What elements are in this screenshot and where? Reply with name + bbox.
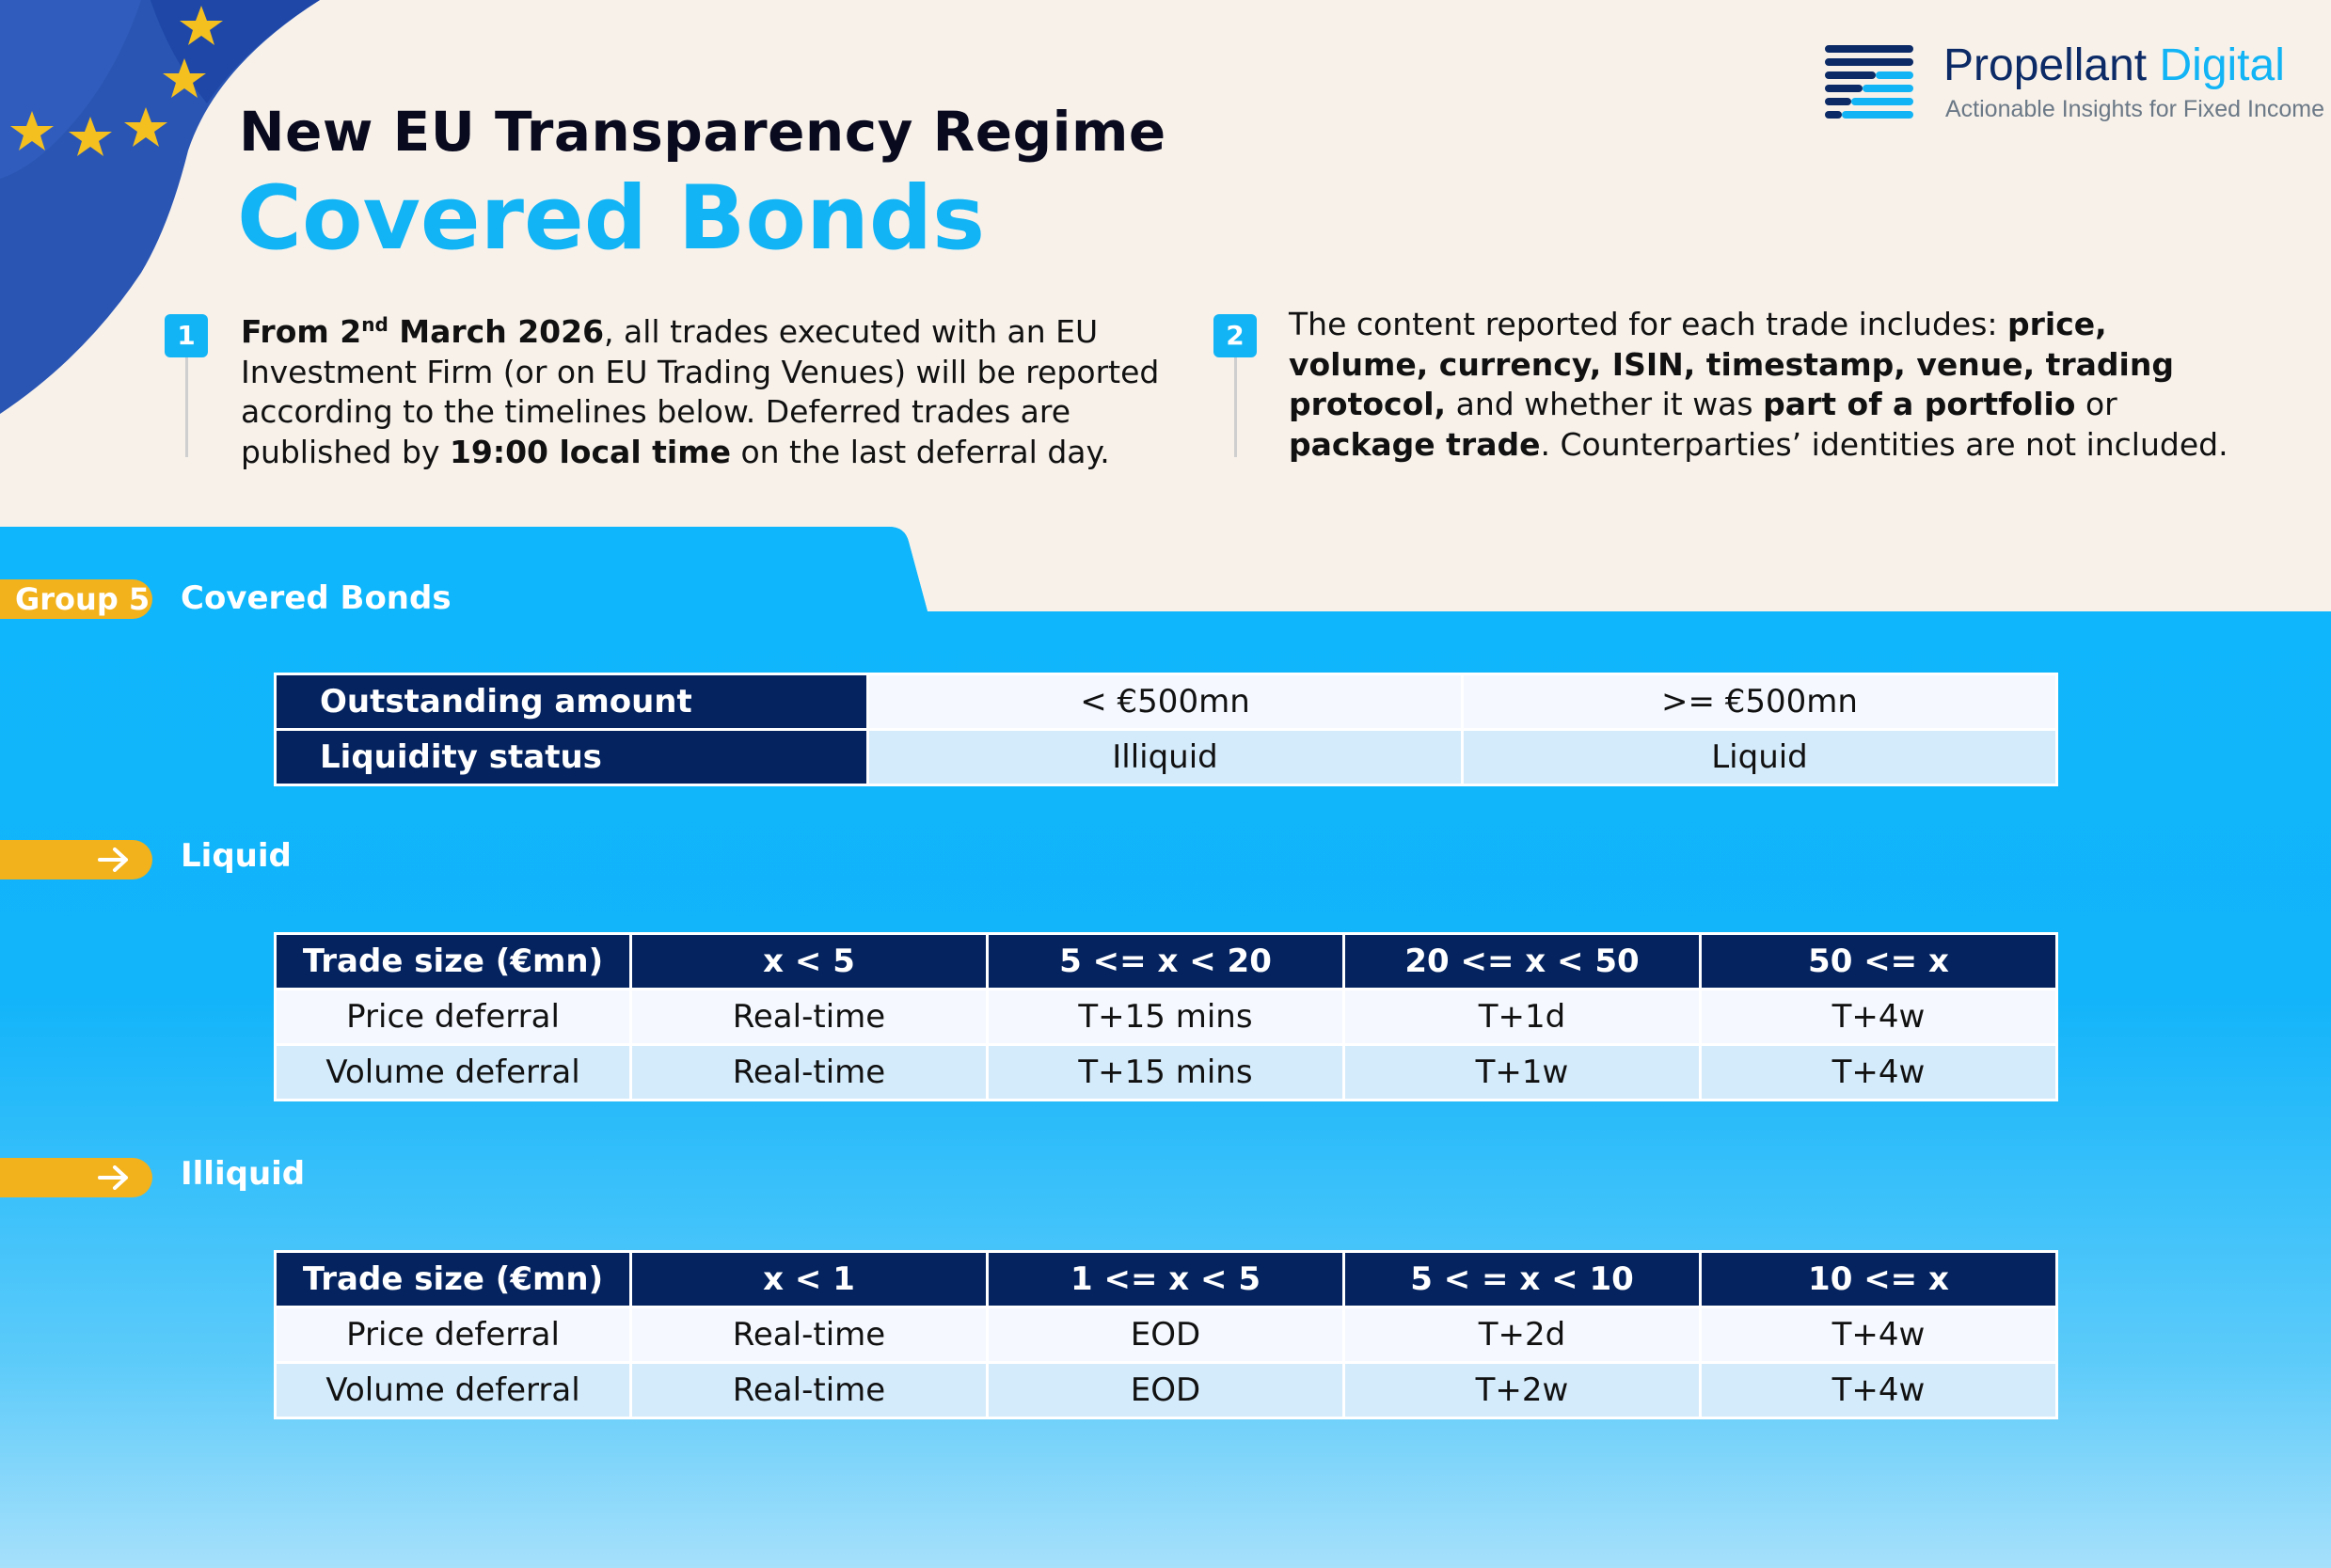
table-cell: T+1w	[1344, 1045, 1701, 1101]
info-text-segment: or	[2075, 386, 2117, 422]
table-cell: >= €500mn	[1463, 674, 2057, 730]
column-header: 10 <= x	[1701, 1252, 2057, 1307]
table-row	[276, 990, 2057, 1045]
table-cell: EOD	[988, 1307, 1344, 1363]
info-text-segment: 19:00 local time	[449, 433, 731, 470]
page-title: New EU Transparency Regime	[239, 100, 1166, 164]
table-cell: T+4w	[1701, 1363, 2057, 1418]
page-subtitle: Covered Bonds	[237, 167, 986, 270]
table-row	[276, 1307, 2057, 1363]
info-text-segment: From 2	[241, 313, 362, 350]
column-header: 50 <= x	[1701, 934, 2057, 990]
info-text-segment: price, volume, currency, ISIN, timestamp, venue, trading protocol,	[1289, 306, 2174, 422]
table-cell: Illiquid	[868, 730, 1463, 785]
info-text-segment: March 2026	[388, 313, 605, 350]
section-label-liquid: Liquid	[181, 837, 292, 875]
info-paragraph-2	[1289, 305, 2229, 465]
table-cell: T+2w	[1344, 1363, 1701, 1418]
table-cell: Real-time	[631, 990, 988, 1045]
section-arrow-pill-liquid	[0, 840, 152, 879]
row-label: Volume deferral	[276, 1363, 631, 1418]
arrow-right-icon	[98, 1165, 130, 1190]
column-header: x < 1	[631, 1252, 988, 1307]
group-badge-text: Group 5	[15, 581, 151, 617]
table-row	[276, 730, 2057, 785]
info-divider-1	[185, 357, 188, 457]
column-header: 20 <= x < 50	[1344, 934, 1701, 990]
column-header: 5 < = x < 10	[1344, 1252, 1701, 1307]
table-cell: T+4w	[1701, 1045, 2057, 1101]
info-text-segment: part of a portfolio	[1763, 386, 2076, 422]
brand-name-part1: Propellant	[1943, 40, 2160, 90]
info-text-segment: and whether it was	[1446, 386, 1764, 422]
row-label: Price deferral	[276, 1307, 631, 1363]
info-divider-2	[1234, 357, 1237, 457]
row-header: Outstanding amount	[276, 674, 868, 730]
group-label: Covered Bonds	[181, 579, 452, 617]
liquidity-table	[274, 673, 2058, 786]
row-label: Volume deferral	[276, 1045, 631, 1101]
brand-tagline: Actionable Insights for Fixed Income	[1945, 96, 2324, 122]
brand-name-part2: Digital	[2159, 40, 2285, 90]
column-header: Trade size (€mn)	[276, 1252, 631, 1307]
table-cell: T+15 mins	[988, 1045, 1344, 1101]
info-text-segment: nd	[361, 313, 388, 336]
table-row	[276, 674, 2057, 730]
table-cell: Liquid	[1463, 730, 2057, 785]
table-cell: T+4w	[1701, 1307, 2057, 1363]
table-row	[276, 1045, 2057, 1101]
column-header: x < 5	[631, 934, 988, 990]
info-number-badge-2: 2	[1213, 314, 1257, 357]
section-label-illiquid: Illiquid	[181, 1155, 306, 1193]
table-header-row	[276, 1252, 2057, 1307]
illiquid-deferral-table	[274, 1250, 2058, 1419]
row-label: Price deferral	[276, 990, 631, 1045]
info-text-segment: . Counterparties’ identities are not included.	[1540, 425, 2228, 463]
table-cell: T+1d	[1344, 990, 1701, 1045]
liquid-deferral-table	[274, 932, 2058, 1101]
info-text-segment: package trade	[1289, 425, 1541, 463]
column-header: 1 <= x < 5	[988, 1252, 1344, 1307]
info-text-segment: The content reported for each trade includes:	[1289, 306, 2007, 342]
section-arrow-pill-illiquid	[0, 1158, 152, 1197]
table-cell: T+4w	[1701, 990, 2057, 1045]
info-number-badge-1: 1	[165, 314, 208, 357]
group-badge	[0, 579, 152, 619]
column-header: Trade size (€mn)	[276, 934, 631, 990]
table-cell: EOD	[988, 1363, 1344, 1418]
info-text-segment: , all trades executed with an EU Investment Firm (or on EU Trading Venues) will be reported according to the timelines below. Deferred trades are published by	[241, 313, 1160, 470]
table-cell: Real-time	[631, 1363, 988, 1418]
table-cell: Real-time	[631, 1307, 988, 1363]
table-row	[276, 1363, 2057, 1418]
row-header: Liquidity status	[276, 730, 868, 785]
table-header-row	[276, 934, 2057, 990]
stacked-lines-logo-icon	[1825, 43, 1914, 124]
info-paragraph-1	[241, 305, 1181, 472]
table-cell: T+2d	[1344, 1307, 1701, 1363]
table-cell: < €500mn	[868, 674, 1463, 730]
table-cell: T+15 mins	[988, 990, 1344, 1045]
arrow-right-icon	[98, 847, 130, 872]
column-header: 5 <= x < 20	[988, 934, 1344, 990]
table-cell: Real-time	[631, 1045, 988, 1101]
info-text-segment: on the last deferral day.	[730, 433, 1110, 470]
brand-name	[1943, 40, 2285, 91]
